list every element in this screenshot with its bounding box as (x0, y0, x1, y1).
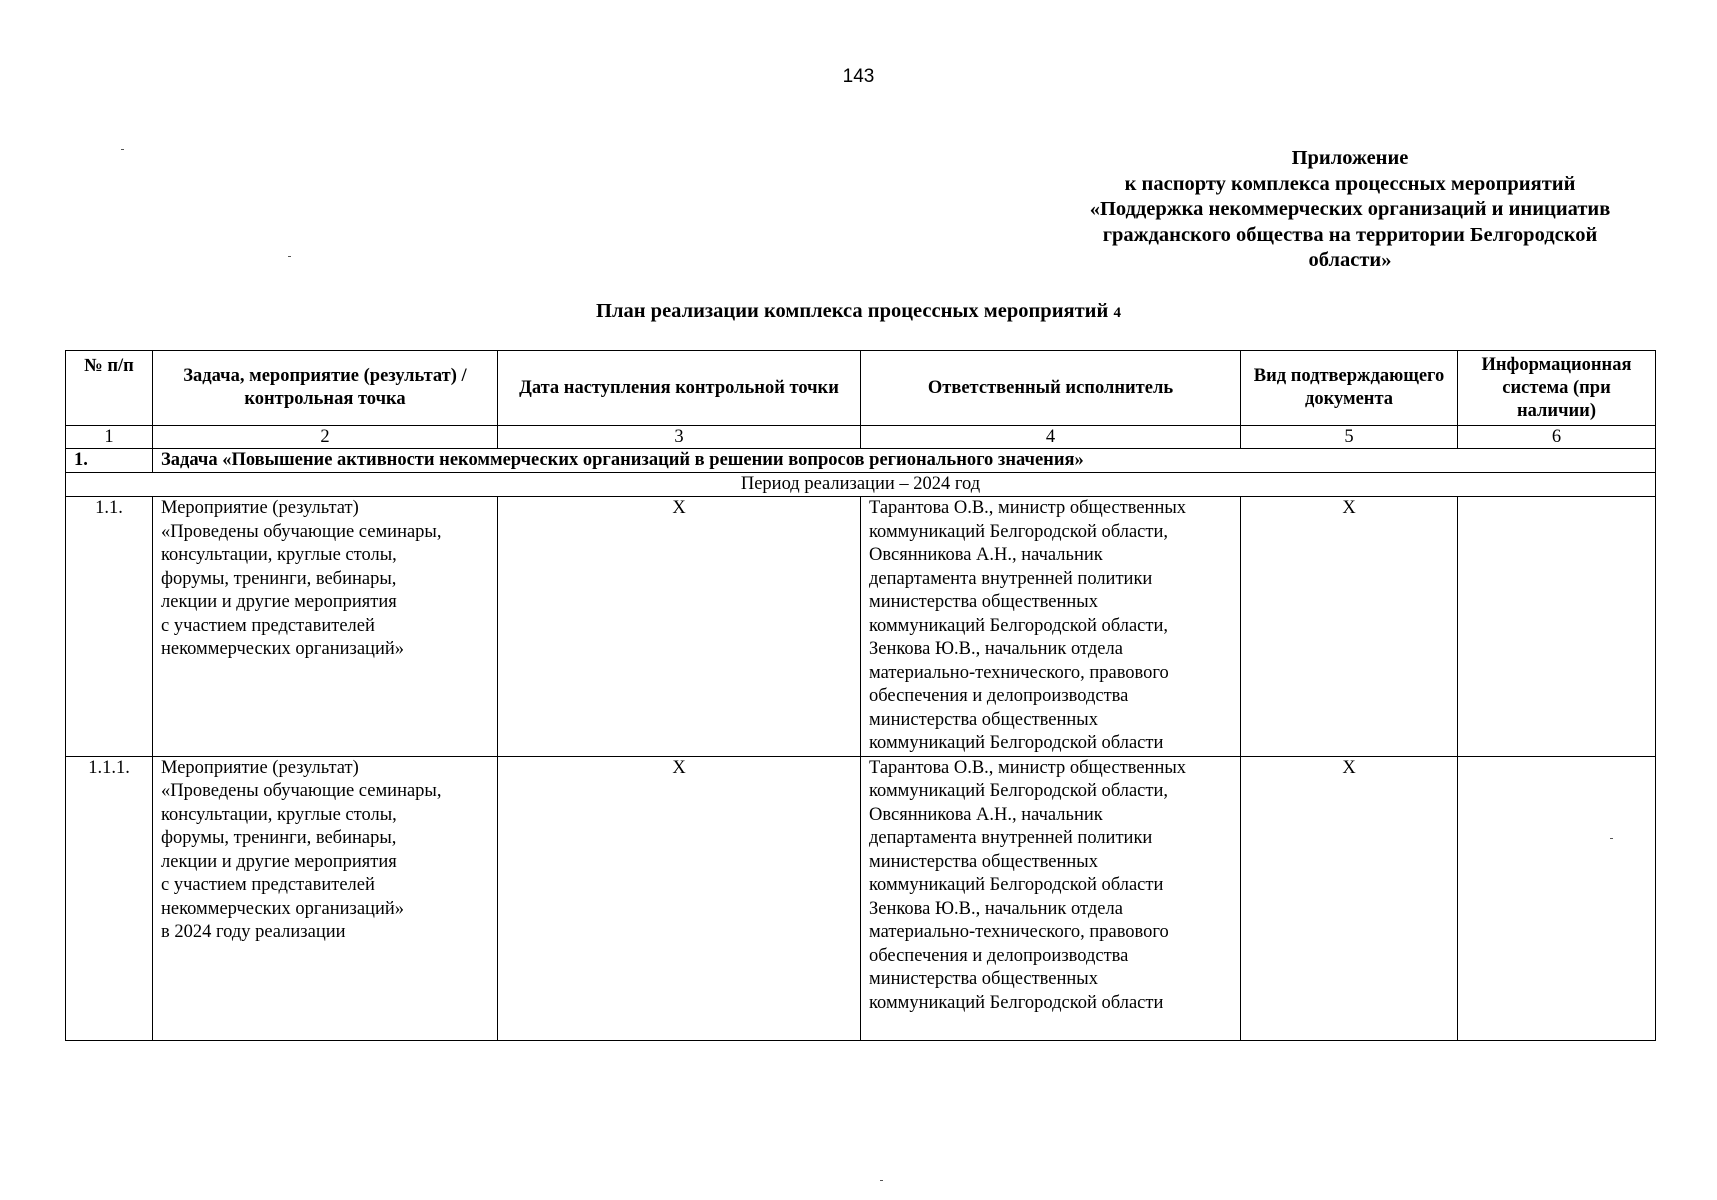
row-number: 1.1. (66, 497, 153, 757)
header-document: Вид подтверждающего документа (1241, 351, 1458, 426)
column-number: 2 (153, 426, 498, 449)
table-row (66, 497, 1656, 757)
plan-title-text: План реализации комплекса процессных мероприятий (596, 300, 1109, 322)
header-event: Задача, мероприятие (результат) / контрольная точка (153, 351, 498, 426)
row-responsible: Тарантова О.В., министр общественных коммуникаций Белгородской области, Овсянникова А.Н., начальник департамента внутренней политики министерства общественных коммуникаций Белгородской области, Зенкова Ю.В., начальник отдела материально-технического, правового обеспечения и делопроизводства министерства общественных коммуникаций Белгородской области (861, 497, 1241, 757)
scan-speck (288, 256, 291, 257)
period-text: Период реализации – 2024 год (66, 473, 1656, 497)
scan-speck (1610, 838, 1613, 839)
column-number: 3 (498, 426, 861, 449)
plan-title-footnote: 4 (1113, 305, 1121, 321)
scan-speck (121, 149, 124, 150)
column-number: 5 (1241, 426, 1458, 449)
row-info-system (1458, 756, 1656, 1040)
header-responsible: Ответственный исполнитель (861, 351, 1241, 426)
appendix-line: «Поддержка некоммерческих организаций и инициатив (1089, 198, 1611, 220)
row-date: Х (498, 497, 861, 757)
row-number: 1.1.1. (66, 756, 153, 1040)
row-info-system (1458, 497, 1656, 757)
scan-speck (880, 1180, 883, 1181)
appendix-line: гражданского общества на территории Белгородской (1102, 223, 1598, 246)
header-info-system: Информационная система (при наличии) (1458, 351, 1656, 426)
header-number: № п/п (66, 351, 153, 426)
task-text: Задача «Повышение активности некоммерческих организаций в решении вопросов регионального значения» (153, 449, 1656, 473)
column-number: 6 (1458, 426, 1656, 449)
table-row (66, 756, 1656, 1040)
column-number: 1 (66, 426, 153, 449)
task-row (66, 449, 1656, 473)
row-event: Мероприятие (результат) «Проведены обучающие семинары, консультации, круглые столы, форумы, тренинги, вебинары, лекции и другие мероприятия с участием представителей некоммерческих организаций» в 2024 году реализации (153, 756, 498, 1040)
appendix-line: области» (1308, 249, 1392, 271)
table-header-row (66, 351, 1656, 426)
appendix-line: Приложение (1291, 147, 1409, 169)
header-date: Дата наступления контрольной точки (498, 351, 861, 426)
column-number-row (66, 426, 1656, 449)
plan-table (65, 350, 1656, 1041)
row-document: Х (1241, 756, 1458, 1040)
row-date: Х (498, 756, 861, 1040)
page-number: 143 (842, 66, 875, 87)
plan-title (0, 300, 1717, 323)
task-number: 1. (66, 449, 153, 473)
period-row (66, 473, 1656, 497)
appendix-line: к паспорту комплекса процессных мероприятий (1124, 172, 1576, 195)
row-document: Х (1241, 497, 1458, 757)
row-event: Мероприятие (результат) «Проведены обучающие семинары, консультации, круглые столы, форумы, тренинги, вебинары, лекции и другие мероприятия с участием представителей некоммерческих организаций» (153, 497, 498, 757)
appendix-heading (1030, 146, 1670, 274)
column-number: 4 (861, 426, 1241, 449)
row-responsible: Тарантова О.В., министр общественных коммуникаций Белгородской области, Овсянникова А.Н., начальник департамента внутренней политики министерства общественных коммуникаций Белгородской области Зенкова Ю.В., начальник отдела материально-технического, правового обеспечения и делопроизводства министерства общественных коммуникаций Белгородской области (861, 756, 1241, 1040)
